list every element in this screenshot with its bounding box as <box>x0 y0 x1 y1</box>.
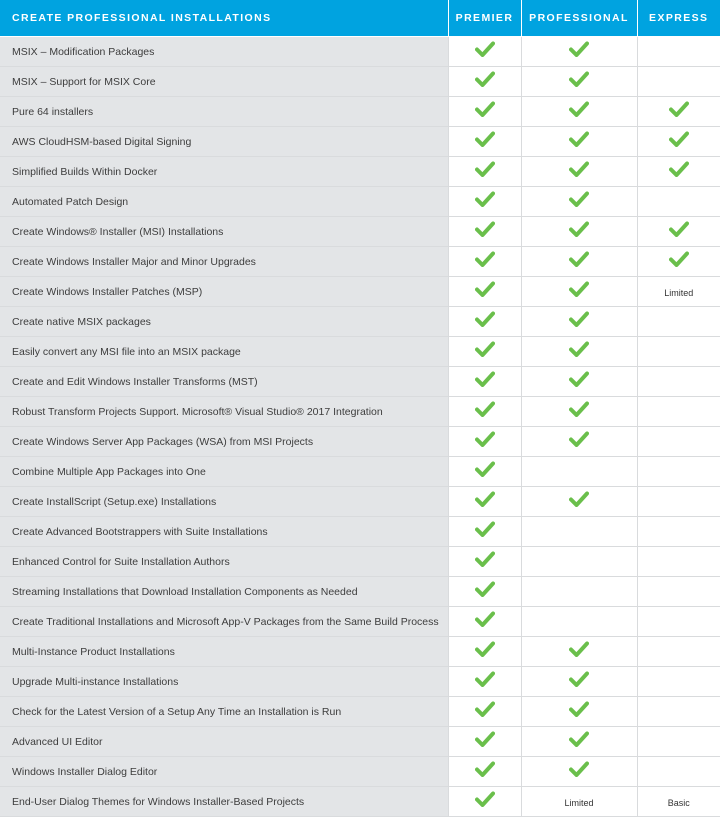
checkmark-icon <box>569 341 589 362</box>
feature-label: Enhanced Control for Suite Installation Authors <box>0 547 448 577</box>
table-row <box>0 577 720 607</box>
feature-label: Create Windows Server App Packages (WSA) from MSI Projects <box>0 427 448 457</box>
feature-label: Easily convert any MSI file into an MSIX package <box>0 337 448 367</box>
column-header-professional: PROFESSIONAL <box>521 0 637 37</box>
checkmark-icon <box>475 41 495 62</box>
checkmark-icon <box>569 671 589 692</box>
checkmark-icon <box>475 161 495 182</box>
checkmark-icon <box>569 131 589 152</box>
checkmark-icon <box>569 161 589 182</box>
cell-premier <box>448 757 521 787</box>
feature-label: Create and Edit Windows Installer Transforms (MST) <box>0 367 448 397</box>
cell-professional <box>521 37 637 67</box>
cell-premier <box>448 457 521 487</box>
checkmark-icon <box>475 71 495 92</box>
cell-premier <box>448 427 521 457</box>
cell-express <box>637 187 720 217</box>
support-level-text: Basic <box>667 797 690 808</box>
checkmark-icon <box>669 251 689 272</box>
checkmark-icon <box>569 221 589 242</box>
checkmark-icon <box>475 461 495 482</box>
checkmark-icon <box>569 401 589 422</box>
checkmark-icon <box>669 101 689 122</box>
checkmark-icon <box>475 611 495 632</box>
table-row <box>0 67 720 97</box>
cell-premier <box>448 667 521 697</box>
feature-label: Streaming Installations that Download Installation Components as Needed <box>0 577 448 607</box>
checkmark-icon <box>475 701 495 722</box>
checkmark-icon <box>669 131 689 152</box>
cell-professional <box>521 517 637 547</box>
cell-professional <box>521 727 637 757</box>
cell-premier <box>448 67 521 97</box>
cell-professional <box>521 487 637 517</box>
cell-professional <box>521 187 637 217</box>
cell-professional <box>521 97 637 127</box>
table-row <box>0 757 720 787</box>
cell-premier <box>448 787 521 817</box>
feature-label: Pure 64 installers <box>0 97 448 127</box>
cell-express <box>637 727 720 757</box>
table-row <box>0 727 720 757</box>
checkmark-icon <box>475 491 495 512</box>
cell-premier <box>448 517 521 547</box>
cell-express <box>637 667 720 697</box>
cell-professional <box>521 457 637 487</box>
checkmark-icon <box>475 281 495 302</box>
cell-professional <box>521 277 637 307</box>
table-row <box>0 427 720 457</box>
cell-professional <box>521 547 637 577</box>
feature-label: End-User Dialog Themes for Windows Installer-Based Projects <box>0 787 448 817</box>
feature-label: Robust Transform Projects Support. Microsoft® Visual Studio® 2017 Integration <box>0 397 448 427</box>
cell-premier <box>448 607 521 637</box>
cell-express <box>637 547 720 577</box>
cell-professional <box>521 757 637 787</box>
checkmark-icon <box>569 191 589 212</box>
cell-express <box>637 247 720 277</box>
column-header-express: EXPRESS <box>637 0 720 37</box>
cell-premier <box>448 217 521 247</box>
cell-premier <box>448 307 521 337</box>
checkmark-icon <box>569 761 589 782</box>
cell-professional <box>521 607 637 637</box>
checkmark-icon <box>475 191 495 212</box>
feature-label: Create native MSIX packages <box>0 307 448 337</box>
cell-professional <box>521 247 637 277</box>
checkmark-icon <box>569 71 589 92</box>
cell-premier <box>448 487 521 517</box>
column-header-premier: PREMIER <box>448 0 521 37</box>
cell-premier <box>448 547 521 577</box>
table-row <box>0 667 720 697</box>
cell-express <box>637 67 720 97</box>
cell-premier <box>448 277 521 307</box>
table-title: CREATE PROFESSIONAL INSTALLATIONS <box>0 0 448 37</box>
feature-label: Check for the Latest Version of a Setup Any Time an Installation is Run <box>0 697 448 727</box>
feature-label: Create InstallScript (Setup.exe) Installations <box>0 487 448 517</box>
feature-label: Windows Installer Dialog Editor <box>0 757 448 787</box>
checkmark-icon <box>569 431 589 452</box>
table-row <box>0 697 720 727</box>
table-row <box>0 637 720 667</box>
cell-express <box>637 217 720 247</box>
feature-label: Combine Multiple App Packages into One <box>0 457 448 487</box>
checkmark-icon <box>569 371 589 392</box>
checkmark-icon <box>475 131 495 152</box>
cell-professional <box>521 787 637 817</box>
checkmark-icon <box>569 491 589 512</box>
cell-express <box>637 607 720 637</box>
table-row <box>0 187 720 217</box>
table-row <box>0 97 720 127</box>
cell-express <box>637 427 720 457</box>
cell-express <box>637 157 720 187</box>
cell-professional <box>521 397 637 427</box>
cell-express <box>637 517 720 547</box>
cell-premier <box>448 697 521 727</box>
header-row <box>0 0 720 37</box>
table-row <box>0 547 720 577</box>
cell-express <box>637 367 720 397</box>
cell-professional <box>521 667 637 697</box>
feature-label: Create Windows Installer Major and Minor Upgrades <box>0 247 448 277</box>
feature-label: Upgrade Multi-instance Installations <box>0 667 448 697</box>
checkmark-icon <box>475 101 495 122</box>
checkmark-icon <box>475 431 495 452</box>
checkmark-icon <box>475 251 495 272</box>
cell-professional <box>521 217 637 247</box>
checkmark-icon <box>475 551 495 572</box>
feature-rows <box>0 37 720 817</box>
table-row <box>0 517 720 547</box>
table-row <box>0 397 720 427</box>
checkmark-icon <box>569 101 589 122</box>
table-row <box>0 127 720 157</box>
checkmark-icon <box>669 221 689 242</box>
feature-label: Create Traditional Installations and Microsoft App-V Packages from the Same Build Process <box>0 607 448 637</box>
cell-premier <box>448 337 521 367</box>
cell-express <box>637 37 720 67</box>
table-row <box>0 367 720 397</box>
cell-premier <box>448 397 521 427</box>
cell-professional <box>521 127 637 157</box>
feature-label: MSIX – Support for MSIX Core <box>0 67 448 97</box>
checkmark-icon <box>475 401 495 422</box>
cell-professional <box>521 67 637 97</box>
feature-label: Multi-Instance Product Installations <box>0 637 448 667</box>
cell-express <box>637 127 720 157</box>
cell-professional <box>521 697 637 727</box>
cell-express <box>637 697 720 727</box>
feature-label: Create Windows Installer Patches (MSP) <box>0 277 448 307</box>
checkmark-icon <box>569 701 589 722</box>
feature-label: Advanced UI Editor <box>0 727 448 757</box>
cell-professional <box>521 337 637 367</box>
feature-label: Simplified Builds Within Docker <box>0 157 448 187</box>
cell-express <box>637 97 720 127</box>
support-level-text: Limited <box>664 287 694 298</box>
cell-express <box>637 307 720 337</box>
checkmark-icon <box>475 221 495 242</box>
checkmark-icon <box>475 761 495 782</box>
checkmark-icon <box>475 521 495 542</box>
cell-premier <box>448 637 521 667</box>
table-row <box>0 157 720 187</box>
cell-professional <box>521 577 637 607</box>
cell-express <box>637 577 720 607</box>
cell-professional <box>521 157 637 187</box>
checkmark-icon <box>475 731 495 752</box>
checkmark-icon <box>475 671 495 692</box>
feature-label: Create Windows® Installer (MSI) Installations <box>0 217 448 247</box>
cell-premier <box>448 727 521 757</box>
feature-label: AWS CloudHSM-based Digital Signing <box>0 127 448 157</box>
checkmark-icon <box>475 371 495 392</box>
cell-professional <box>521 367 637 397</box>
table-row <box>0 457 720 487</box>
feature-label: Create Advanced Bootstrappers with Suite Installations <box>0 517 448 547</box>
cell-professional <box>521 637 637 667</box>
checkmark-icon <box>569 641 589 662</box>
cell-express <box>637 397 720 427</box>
checkmark-icon <box>569 251 589 272</box>
cell-express <box>637 787 720 817</box>
table-row <box>0 607 720 637</box>
checkmark-icon <box>569 41 589 62</box>
checkmark-icon <box>475 791 495 812</box>
table-row <box>0 307 720 337</box>
cell-express <box>637 337 720 367</box>
cell-premier <box>448 97 521 127</box>
table-row <box>0 787 720 817</box>
checkmark-icon <box>475 311 495 332</box>
cell-premier <box>448 157 521 187</box>
checkmark-icon <box>569 311 589 332</box>
cell-premier <box>448 37 521 67</box>
table-row <box>0 37 720 67</box>
support-level-text: Limited <box>564 797 594 808</box>
table-row <box>0 247 720 277</box>
feature-label: Automated Patch Design <box>0 187 448 217</box>
cell-express <box>637 457 720 487</box>
feature-label: MSIX – Modification Packages <box>0 37 448 67</box>
table-row <box>0 277 720 307</box>
cell-premier <box>448 127 521 157</box>
cell-express <box>637 487 720 517</box>
checkmark-icon <box>569 281 589 302</box>
checkmark-icon <box>475 341 495 362</box>
checkmark-icon <box>475 641 495 662</box>
cell-premier <box>448 367 521 397</box>
cell-premier <box>448 187 521 217</box>
cell-professional <box>521 427 637 457</box>
checkmark-icon <box>475 581 495 602</box>
checkmark-icon <box>669 161 689 182</box>
table-row <box>0 337 720 367</box>
cell-express <box>637 637 720 667</box>
checkmark-icon <box>569 731 589 752</box>
cell-express <box>637 277 720 307</box>
cell-professional <box>521 307 637 337</box>
cell-premier <box>448 247 521 277</box>
cell-premier <box>448 577 521 607</box>
cell-express <box>637 757 720 787</box>
table-row <box>0 217 720 247</box>
table-row <box>0 487 720 517</box>
